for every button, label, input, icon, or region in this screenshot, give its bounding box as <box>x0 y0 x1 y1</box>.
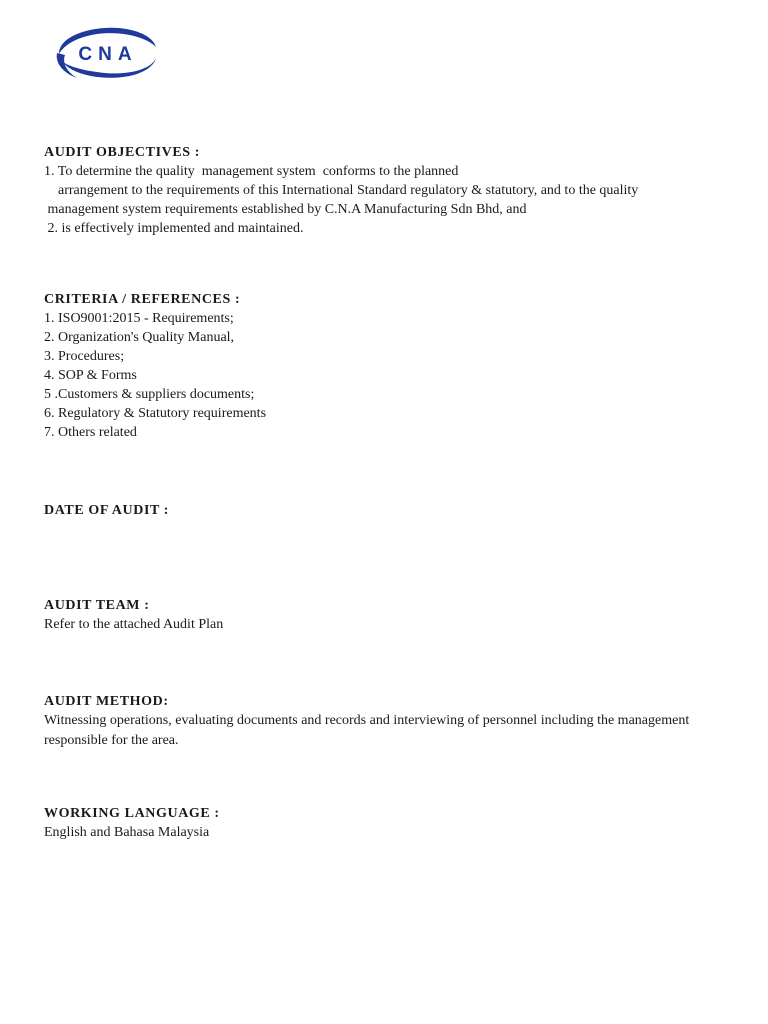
date-of-audit-heading: DATE OF AUDIT : <box>44 503 170 518</box>
audit-team-text: Refer to the attached Audit Plan <box>44 617 224 632</box>
audit-team-section <box>44 596 738 635</box>
criteria-item: 3. Procedures; <box>44 349 125 364</box>
objective-line: 2. is effectively implemented and maintained. <box>44 221 304 236</box>
working-language-section <box>44 804 738 843</box>
cna-logo <box>53 25 159 81</box>
working-language-heading: WORKING LANGUAGE : <box>44 806 220 821</box>
objective-line: arrangement to the requirements of this International Standard regulatory & statutory, and to the quality <box>44 183 639 198</box>
objective-line: management system requirements established by C.N.A Manufacturing Sdn Bhd, and <box>44 202 527 217</box>
audit-objectives-section <box>44 143 738 238</box>
criteria-references-heading: CRITERIA / REFERENCES : <box>44 292 241 307</box>
criteria-item: 6. Regulatory & Statutory requirements <box>44 406 267 421</box>
date-of-audit-section <box>44 501 738 520</box>
audit-team-heading: AUDIT TEAM : <box>44 598 150 613</box>
criteria-item: 1. ISO9001:2015 - Requirements; <box>44 311 234 326</box>
criteria-item: 4. SOP & Forms <box>44 368 137 383</box>
cna-logo-mark <box>53 25 159 81</box>
logo-text: CNA <box>78 44 138 65</box>
audit-method-text: Witnessing operations, evaluating documents and records and interviewing of personnel including the management responsible for the area. <box>44 713 690 748</box>
audit-method-heading: AUDIT METHOD: <box>44 694 169 709</box>
criteria-item: 7. Others related <box>44 425 137 440</box>
audit-objectives-heading: AUDIT OBJECTIVES : <box>44 145 201 160</box>
criteria-item: 5 .Customers & suppliers documents; <box>44 387 255 402</box>
criteria-item: 2. Organization's Quality Manual, <box>44 330 235 345</box>
working-language-text: English and Bahasa Malaysia <box>44 825 210 840</box>
audit-method-section <box>44 692 738 751</box>
objective-line: 1. To determine the quality management system conforms to the planned <box>44 164 459 179</box>
criteria-references-section <box>44 290 738 442</box>
